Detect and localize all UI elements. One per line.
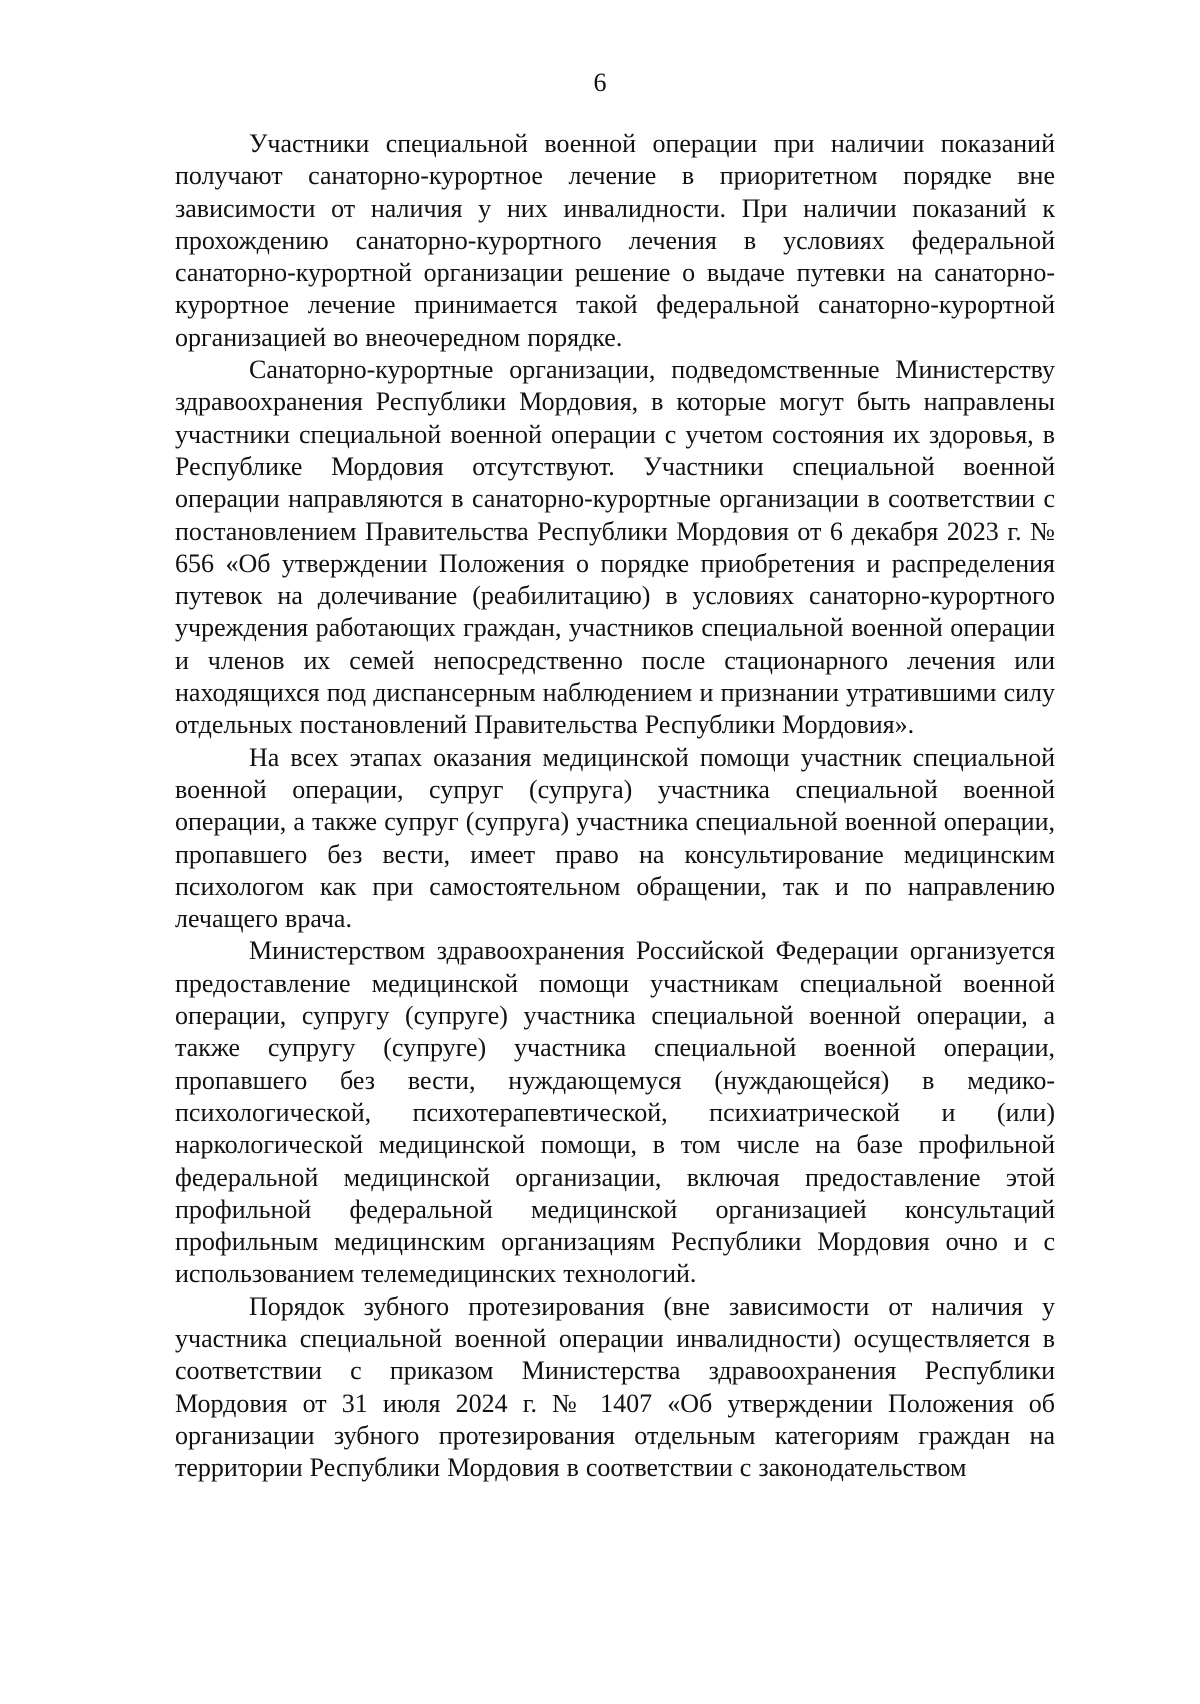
document-body — [175, 128, 1055, 1484]
paragraph-ministry-medical-care: Министерством здравоохранения Российской Федерации организуется предоставление медицинской помощи участникам специальной военной операции, супругу (супруге) участника специальной военной операции, а также супругу (супруге) участника специальной военной операции, пропавшего без вести, нуждающемуся (нуждающейся) в медико-психологической, психотерапевтической, психиатрической и (или) наркологической медицинской помощи, в том числе на базе профильной федеральной медицинской организации, включая предоставление этой профильной федеральной медицинской организацией консультаций профильным медицинским организациям Республики Мордовия очно и с использованием телемедицинских технологий. — [175, 936, 1055, 1289]
paragraph-psychologist-consultation: На всех этапах оказания медицинской помощи участник специальной военной операции, супруг (супруга) участника специальной военной операции, а также супруг (супруга) участника специальной военной операции, пропавшего без вести, имеет право на консультирование медицинским психологом как при самостоятельном обращении, так и по направлению лечащего врача. — [175, 742, 1055, 934]
paragraph-sanatorium-organizations: Санаторно-курортные организации, подведомственные Министерству здравоохранения Республики Мордовия, в которые могут быть направлены участники специальной военной операции с учетом состояния их здоровья, в Республике Мордовия отсутствуют. Участники специальной военной операции направляются в санаторно-курортные организации в соответствии с постановлением Правительства Республики Мордовия от 6 декабря 2023 г. № 656 «Об утверждении Положения о порядке приобретения и распределения путевок на долечивание (реабилитацию) в условиях санаторно-курортного учреждения работающих граждан, участников специальной военной операции и членов их семей непосредственно после стационарного лечения или находящихся под диспансерным наблюдением и признании утратившими силу отдельных постановлений Правительства Республики Мордовия». — [175, 355, 1055, 740]
page-number: 6 — [593, 68, 607, 97]
paragraph-dental-prosthetics: Порядок зубного протезирования (вне зависимости от наличия у участника специальной военной операции инвалидности) осуществляется в соответствии с приказом Министерства здравоохранения Республики Мордовия от 31 июля 2024 г. № 1407 «Об утверждении Положения об организации зубного протезирования отдельным категориям граждан на территории Республики Мордовия в соответствии с законодательством — [175, 1291, 1055, 1483]
paragraph-sanatorium-priority: Участники специальной военной операции при наличии показаний получают санаторно-курортное лечение в приоритетном порядке вне зависимости от наличия у них инвалидности. При наличии показаний к прохождению санаторно-курортного лечения в условиях федеральной санаторно-курортной организации решение о выдаче путевки на санаторно-курортное лечение принимается такой федеральной санаторно-курортной организацией во внеочередном порядке. — [175, 129, 1055, 352]
